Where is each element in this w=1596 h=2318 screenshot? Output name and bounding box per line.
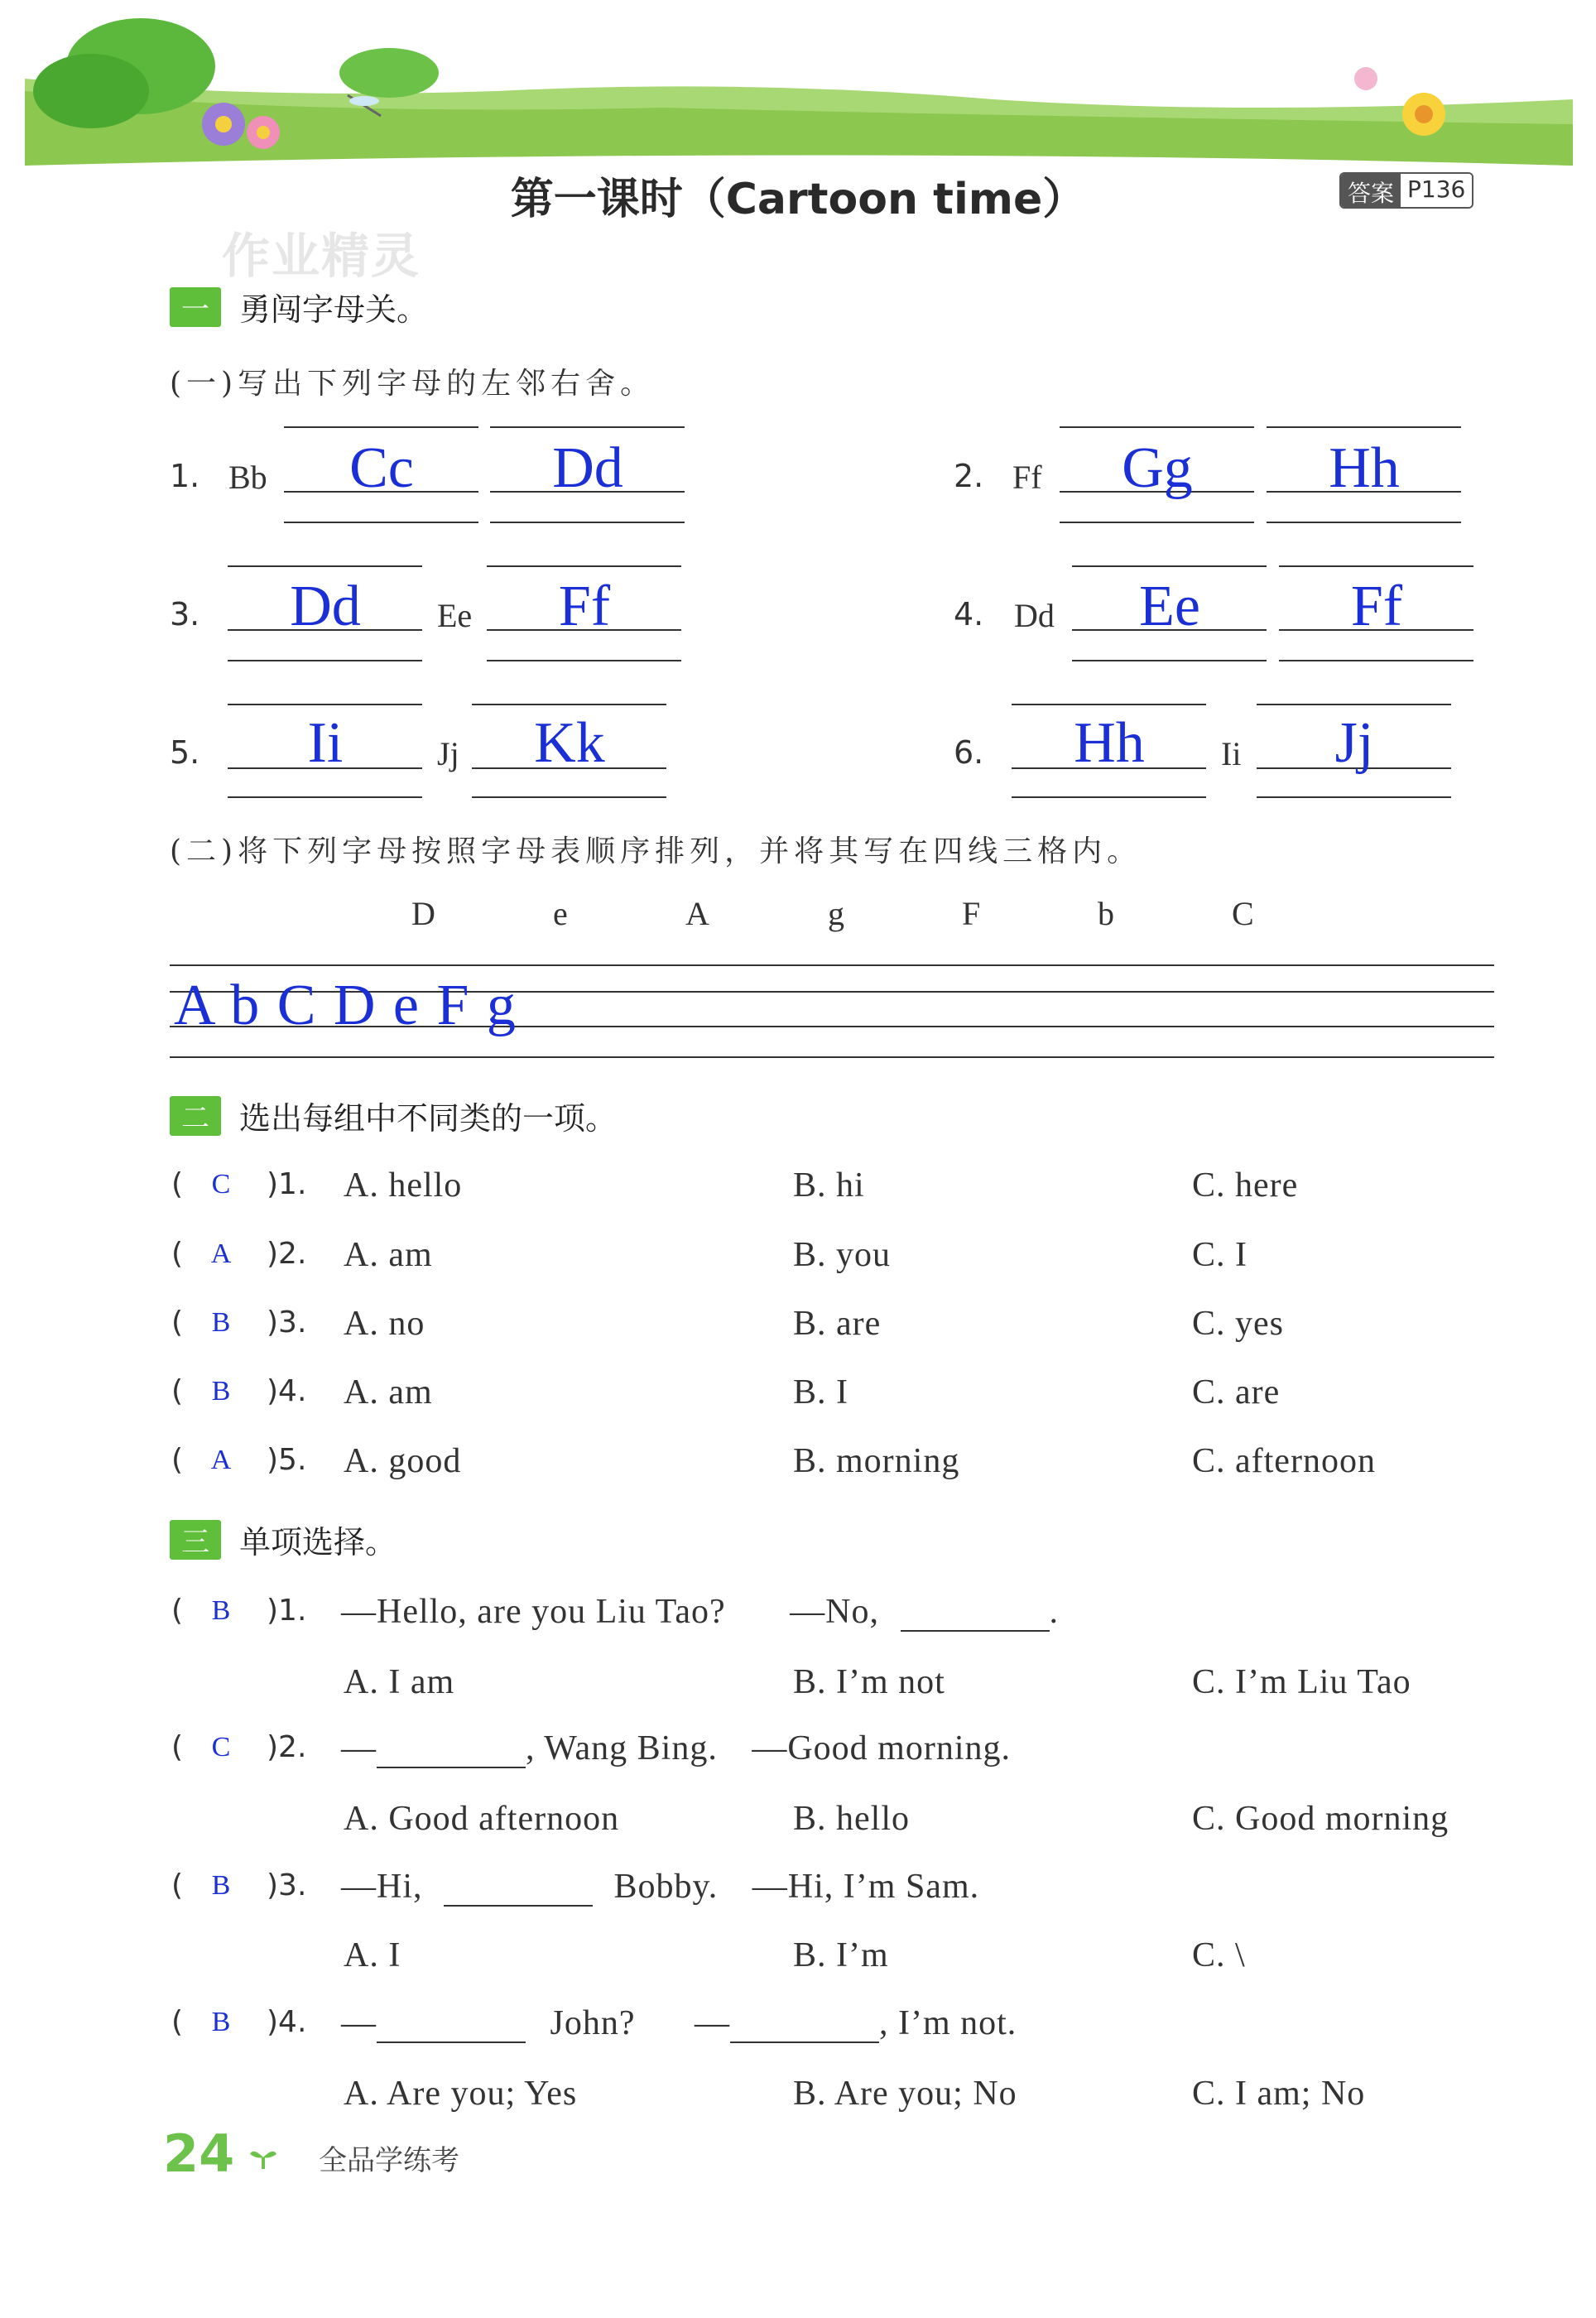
item-5-answer-right: Kk bbox=[534, 711, 605, 775]
s3-q3-option-b: B. I’m bbox=[793, 1936, 889, 1974]
s2-row-5-answer: A bbox=[210, 1445, 232, 1475]
s3-q1-question-end: . bbox=[1049, 1593, 1059, 1631]
s3-q2-option-b: B. hello bbox=[793, 1800, 910, 1838]
s3-q1-answer: B bbox=[211, 1595, 231, 1626]
item-4-answer-left: Ee bbox=[1139, 575, 1200, 638]
s3-q3-answer: B bbox=[211, 1870, 231, 1901]
letter-2: e bbox=[553, 895, 568, 932]
item-2-given: Ff bbox=[1012, 459, 1042, 496]
s3-q3-option-c: C. \ bbox=[1192, 1936, 1246, 1974]
s3-q4-question-b: John? bbox=[550, 2004, 636, 2042]
s3-q4-option-b: B. Are you; No bbox=[793, 2075, 1017, 2113]
item-1-number: 1. bbox=[170, 458, 200, 494]
s2-row-1-option-b: B. hi bbox=[793, 1166, 865, 1205]
section-1-heading: 勇闯字母关。 bbox=[239, 291, 429, 328]
s3-q3-question bbox=[341, 1867, 979, 1907]
four-line-grid-1 bbox=[170, 964, 1494, 966]
item-6-given: Ii bbox=[1221, 735, 1242, 772]
s2-row-5-option-b: B. morning bbox=[793, 1442, 960, 1480]
item-5-answer-left: Ii bbox=[307, 711, 344, 775]
s3-q4-option-c: C. I am; No bbox=[1192, 2075, 1366, 2113]
s2-row-5-option-a: A. good bbox=[344, 1442, 462, 1480]
section-2-badge: 二 bbox=[170, 1096, 221, 1136]
item-6-answer-right: Jj bbox=[1334, 711, 1374, 775]
s3-q2-option-c: C. Good morning bbox=[1192, 1800, 1449, 1838]
s3-q3-question-b: Bobby. bbox=[613, 1868, 719, 1906]
item-3-answer-left: Dd bbox=[290, 575, 361, 638]
s3-q2-question-b: , Wang Bing. bbox=[526, 1729, 718, 1767]
s2-row-3-answer: B bbox=[211, 1307, 231, 1338]
s3-q2-question-c: —Good morning. bbox=[752, 1729, 1011, 1767]
item-2-answer-left: Gg bbox=[1122, 436, 1193, 500]
letter-3: A bbox=[685, 895, 709, 932]
s2-row-3-number: )3. bbox=[267, 1306, 307, 1339]
s2-row-1-answer: C bbox=[211, 1169, 231, 1200]
s2-row-1-number: )1. bbox=[267, 1167, 307, 1201]
s3-q1-question-b: —No, bbox=[790, 1593, 879, 1631]
s3-q4-option-a: A. Are you; Yes bbox=[344, 2075, 578, 2113]
s2-row-1-option-a: A. hello bbox=[344, 1166, 463, 1205]
section-2-header bbox=[170, 1093, 617, 1138]
item-1-answer-left: Cc bbox=[349, 436, 414, 500]
s3-q4-question-a: — bbox=[341, 2004, 377, 2042]
s3-q1-option-b: B. I’m not bbox=[793, 1663, 945, 1701]
header-banner-illustration bbox=[0, 0, 1596, 174]
s3-q2-blank bbox=[377, 1767, 526, 1768]
item-1-given: Bb bbox=[228, 459, 267, 496]
s2-row-4-option-a: A. am bbox=[344, 1373, 433, 1411]
s2-row-3-option-a: A. no bbox=[344, 1305, 425, 1343]
page-number: 24 bbox=[163, 2123, 235, 2184]
answer-key-page: P136 bbox=[1401, 174, 1472, 207]
section-3-header bbox=[170, 1517, 397, 1562]
footer-brand: 全品学练考 bbox=[319, 2144, 459, 2177]
s2-row-2-answer: A bbox=[210, 1238, 232, 1269]
s2-row-4-answer: B bbox=[211, 1376, 231, 1407]
s2-row-1-option-c: C. here bbox=[1192, 1166, 1299, 1205]
s3-q4-blank-1 bbox=[377, 2041, 526, 2043]
s3-q3-option-a: A. I bbox=[344, 1936, 401, 1974]
item-1-answer-right: Dd bbox=[552, 436, 623, 500]
s3-q4-question bbox=[341, 2003, 1017, 2043]
s3-q2-question-a: — bbox=[341, 1729, 377, 1767]
s3-q1-blank bbox=[901, 1630, 1050, 1632]
letter-5: F bbox=[962, 895, 981, 932]
section-1-header bbox=[170, 284, 428, 329]
s3-q2-option-a: A. Good afternoon bbox=[344, 1800, 620, 1838]
s2-row-4-option-c: C. are bbox=[1192, 1373, 1281, 1411]
s2-row-2-option-c: C. I bbox=[1192, 1236, 1247, 1274]
s3-q2-question bbox=[341, 1729, 1011, 1768]
item-6-number: 6. bbox=[954, 734, 984, 771]
s2-row-5-option-c: C. afternoon bbox=[1192, 1442, 1376, 1480]
letter-7: C bbox=[1232, 895, 1254, 932]
s3-q1-question bbox=[341, 1592, 1059, 1632]
ordered-letters-answer: A b C D e F g bbox=[174, 974, 517, 1037]
s2-row-3-option-c: C. yes bbox=[1192, 1305, 1284, 1343]
s2-row-4-number: )4. bbox=[267, 1374, 307, 1408]
s3-q3-question-a: —Hi, bbox=[341, 1868, 423, 1906]
lesson-title: 第一课时（Cartoon time） bbox=[510, 175, 1086, 224]
s3-q2-number: )2. bbox=[267, 1730, 307, 1764]
s3-q1-question-a: —Hello, are you Liu Tao? bbox=[341, 1593, 726, 1631]
s2-row-2-number: )2. bbox=[267, 1237, 307, 1271]
item-2-number: 2. bbox=[954, 458, 984, 494]
s3-q4-number: )4. bbox=[267, 2005, 307, 2039]
item-4-answer-right: Ff bbox=[1350, 575, 1403, 638]
item-2-answer-right: Hh bbox=[1329, 436, 1400, 500]
four-line-grid-4 bbox=[170, 1056, 1494, 1058]
s3-q4-question-c: — bbox=[695, 2004, 730, 2042]
s3-q3-number: )3. bbox=[267, 1868, 307, 1902]
letter-6: b bbox=[1098, 895, 1114, 932]
answer-key-label: 答案 bbox=[1341, 174, 1401, 207]
s2-row-3-option-b: B. are bbox=[793, 1305, 882, 1343]
s3-q4-question-d: , I’m not. bbox=[879, 2004, 1017, 2042]
item-3-given: Ee bbox=[437, 597, 473, 634]
s3-q1-option-a: A. I am bbox=[344, 1663, 455, 1701]
s3-q2-answer: C bbox=[211, 1732, 231, 1763]
item-4-given: Dd bbox=[1014, 597, 1055, 634]
s3-q3-question-c: —Hi, I’m Sam. bbox=[752, 1868, 980, 1906]
item-3-answer-right: Ff bbox=[558, 575, 611, 638]
part-2-instruction: (二)将下列字母按照字母表顺序排列，并将其写在四线三格内。 bbox=[170, 834, 1142, 868]
s3-q1-number: )1. bbox=[267, 1594, 307, 1628]
section-3-badge: 三 bbox=[170, 1520, 221, 1560]
letter-1: D bbox=[411, 895, 435, 932]
item-3-number: 3. bbox=[170, 596, 200, 632]
s3-q4-blank-2 bbox=[730, 2041, 879, 2043]
letter-4: g bbox=[828, 895, 844, 932]
s3-q1-option-c: C. I’m Liu Tao bbox=[1192, 1663, 1411, 1701]
s2-row-2-option-b: B. you bbox=[793, 1236, 892, 1274]
item-4-number: 4. bbox=[954, 596, 984, 632]
watermark: 作业精灵 bbox=[222, 228, 421, 284]
s3-q3-blank bbox=[444, 1905, 593, 1907]
s2-row-2-option-a: A. am bbox=[344, 1236, 433, 1274]
s3-q4-answer: B bbox=[211, 2007, 231, 2037]
part-1-instruction: (一)写出下列字母的左邻右舍。 bbox=[170, 367, 656, 401]
section-2-heading: 选出每组中不同类的一项。 bbox=[239, 1100, 618, 1137]
section-3-heading: 单项选择。 bbox=[239, 1524, 397, 1561]
item-5-number: 5. bbox=[170, 734, 200, 771]
section-1-badge: 一 bbox=[170, 287, 221, 327]
item-5-given: Jj bbox=[437, 735, 459, 772]
s2-row-5-number: )5. bbox=[267, 1443, 307, 1477]
sprout-icon bbox=[248, 2146, 278, 2171]
s2-row-4-option-b: B. I bbox=[793, 1373, 848, 1411]
answer-key-badge bbox=[1339, 172, 1473, 209]
item-6-answer-left: Hh bbox=[1074, 711, 1145, 775]
